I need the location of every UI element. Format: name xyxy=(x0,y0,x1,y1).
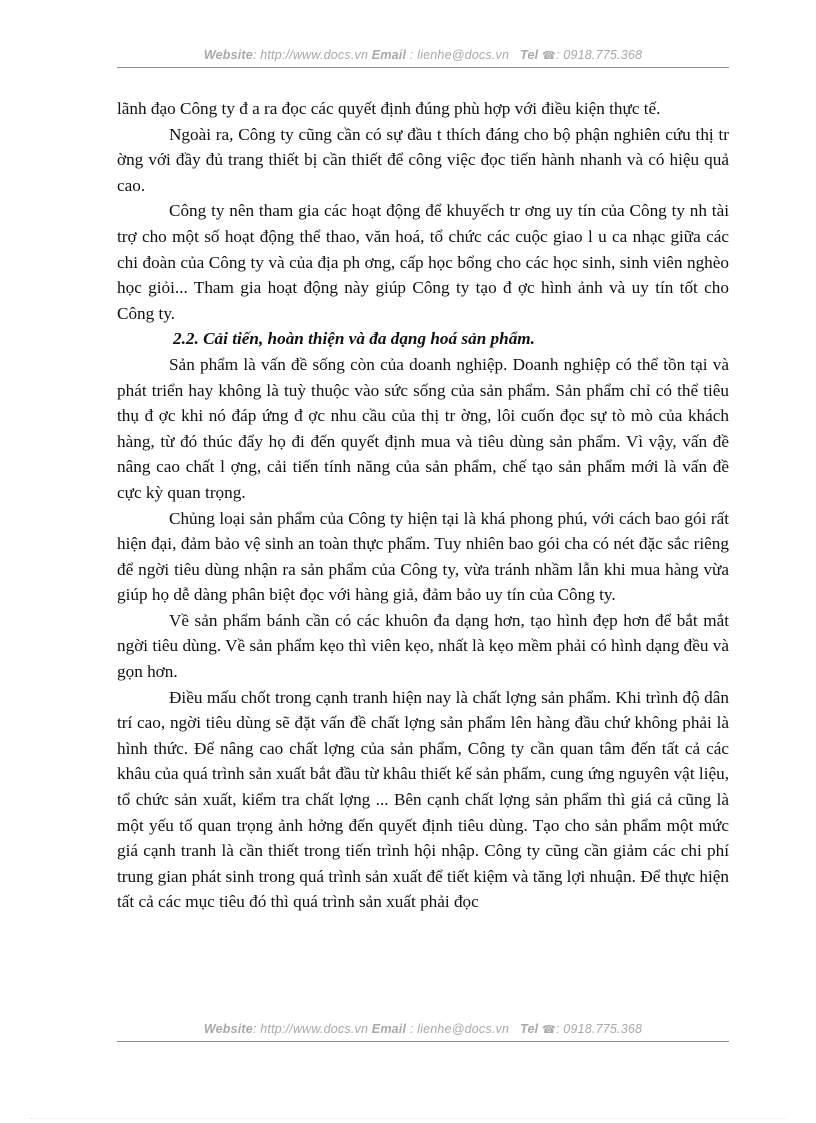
footer-website-link[interactable]: : http://www.docs.vn xyxy=(252,1022,369,1036)
footer-email-link[interactable]: : lienhe@docs.vn xyxy=(406,1022,510,1036)
paragraph-4: Sản phẩm là vấn đề sống còn của doanh nghiệp. Doanh nghiệp có thể tồn tại và phát triển hay không là tuỳ thuộc vào sức sống của sản phẩm. Sản phẩm chỉ có thể tiêu thụ đ ợc khi nó đáp ứng đ ợc nhu cầu của thị tr ờng, lôi cuốn đọc sự tò mò của khách hàng, từ đó thúc đẩy họ đi đến quyết định mua và tiêu dùng sản phẩm. Vì vậy, vấn đề nâng cao chất l ợng, cải tiến tính năng của sản phẩm, chế tạo sản phẩm mới là vấn đề cực kỳ quan trọng. xyxy=(117,354,729,502)
page-edge-dots xyxy=(30,1118,786,1119)
page-footer xyxy=(117,1022,729,1036)
document-body xyxy=(117,96,729,915)
header-divider xyxy=(117,67,729,68)
header-email-label: Email xyxy=(371,48,407,62)
section-heading: 2.2. Cải tiến, hoàn thiện và đa dạng hoá sản phẩm. xyxy=(173,329,535,349)
paragraph-1: lãnh đạo Công ty đ a ra đọc các quyết định đúng phù hợp với điều kiện thực tế. xyxy=(117,99,661,118)
header-tel-value: : 0918.775.368 xyxy=(555,48,643,62)
header-email-link[interactable]: : lienhe@docs.vn xyxy=(406,48,510,62)
page-header xyxy=(117,48,729,62)
footer-tel-value: : 0918.775.368 xyxy=(555,1022,643,1036)
footer-website-label: Website xyxy=(203,1022,253,1036)
header-website-label: Website xyxy=(203,48,253,62)
phone-icon: ☎ xyxy=(542,50,556,62)
paragraph-6: Về sản phẩm bánh cần có các khuôn đa dạng hơn, tạo hình đẹp hơn để bắt mắt ngời tiêu dùng. Về sản phẩm kẹo thì viên kẹo, nhất là kẹo mềm phải có hình dạng đều và gọn hơn. xyxy=(117,610,729,682)
footer-email-label: Email xyxy=(371,1022,407,1036)
header-tel-label: Tel xyxy=(520,48,539,62)
paragraph-2: Ngoài ra, Công ty cũng cần có sự đầu t thích đáng cho bộ phận nghiên cứu thị tr ờng với đầy đủ trang thiết bị cần thiết để công việc đọc tiến hành nhanh và có hiệu quả cao. xyxy=(117,124,729,195)
paragraph-3: Công ty nên tham gia các hoạt động để khuyếch tr ơng uy tín của Công ty nh tài trợ cho một số hoạt động thể thao, văn hoá, tổ chức các cuộc giao l u ca nhạc giữa các chi đoàn của Công ty và của địa ph ơng, cấp học bổng cho các học sinh, sinh viên nghèo học giỏi... Tham gia hoạt động này giúp Công ty tạo đ ợc hình ảnh và uy tín tốt cho Công ty. xyxy=(117,201,729,323)
phone-icon: ☎ xyxy=(542,1024,556,1036)
footer-divider xyxy=(117,1041,729,1042)
footer-tel-label: Tel xyxy=(520,1022,539,1036)
paragraph-7: Điều mấu chốt trong cạnh tranh hiện nay là chất lợng sản phẩm. Khi trình độ dân trí cao, ngời tiêu dùng sẽ đặt vấn đề chất lợng sản phẩm lên hàng đầu chứ không phải là hình thức. Để nâng cao chất lợng của sản phẩm, Công ty cần quan tâm đến tất cả các khâu của quá trình sản xuất bắt đầu từ khâu thiết kế sản phẩm, cung ứng nguyên vật liệu, tổ chức sản xuất, kiểm tra chất lợng ... Bên cạnh chất lợng sản phẩm thì giá cả cũng là một yếu tố quan trọng ảnh hởng đến quyết định tiêu dùng. Tạo cho sản phẩm một mức giá cạnh tranh là cần thiết trong tiến trình hội nhập. Công ty cũng cần giảm các chi phí trung gian phát sinh trong quá trình sản xuất để tiết kiệm và tăng lợi nhuận. Để thực hiện tất cả các mục tiêu đó thì quá trình sản xuất phải đọc xyxy=(117,687,729,912)
paragraph-5: Chủng loại sản phẩm của Công ty hiện tại là khá phong phú, với cách bao gói rất hiện đại, đảm bảo vệ sinh an toàn thực phẩm. Tuy nhiên bao gói cha có nét đặc sắc riêng để ngời tiêu dùng nhận ra sản phẩm của Công ty, vừa tránh nhầm lẫn khi mua hàng vừa giúp họ dễ dàng phân biệt đọc với hàng giả, đảm bảo uy tín của Công ty. xyxy=(117,508,729,605)
header-website-link[interactable]: : http://www.docs.vn xyxy=(252,48,369,62)
